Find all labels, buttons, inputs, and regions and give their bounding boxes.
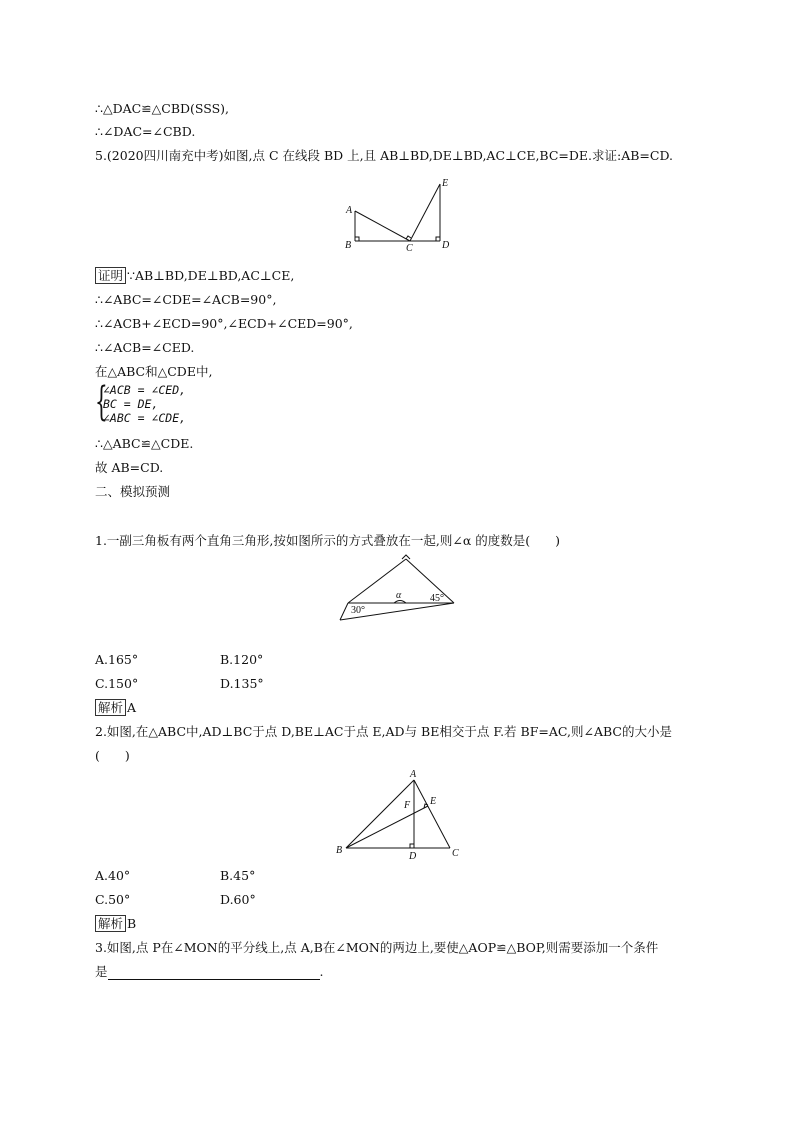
segment-ce [410, 184, 440, 241]
m1-option-b: B.120° [220, 652, 264, 667]
proof-line-4: ∴∠ACB=∠CED. [95, 340, 195, 355]
m1-option-a: A.165° [95, 652, 139, 667]
system-row-2: BC = DE, [103, 397, 159, 411]
segment-ac [355, 211, 410, 241]
angle-alpha: α [396, 590, 402, 601]
right-angle-d [410, 844, 414, 848]
label-b: B [345, 240, 352, 251]
segment-ac [414, 780, 450, 848]
m1-answer-value: A [127, 700, 137, 715]
right-angle-top [402, 555, 410, 559]
label-d: D [409, 851, 417, 862]
question-m3-cont [95, 964, 324, 980]
proof-given: ∵AB⊥BD,DE⊥BD,AC⊥CE, [127, 268, 295, 283]
m3-prefix: 是 [95, 964, 108, 979]
m2-option-b: B.45° [220, 868, 256, 883]
proof-line-2: ∴∠ABC=∠CDE=∠ACB=90°, [95, 292, 277, 307]
figure-m1 [338, 553, 458, 625]
jiexi-tag-1: 解析 [95, 699, 126, 716]
label-a: A [410, 769, 417, 780]
label-b: B [336, 845, 343, 856]
m2-option-a: A.40° [95, 868, 131, 883]
right-angle-d [436, 237, 440, 241]
label-e: E [442, 178, 449, 189]
m2-answer-value: B [127, 916, 137, 931]
question-m3: 3.如图,点 P在∠MON的平分线上,点 A,B在∠MON的两边上,要使△AOP≌△BOP,则需要添加一个条件 [95, 940, 659, 955]
segment-ab [346, 780, 414, 848]
question-m2: 2.如图,在△ABC中,AD⊥BC于点 D,BE⊥AC于点 E,AD与 BE相交于点 F.若 BF=AC,则∠ABC的大小是 [95, 724, 672, 739]
line-1: ∴△DAC≌△CBD(SSS), [95, 101, 230, 116]
label-f: F [404, 800, 411, 811]
angle-45: 45° [430, 593, 444, 604]
question-m1: 1.一副三角板有两个直角三角形,按如图所示的方式叠放在一起,则∠α 的度数是( ) [95, 533, 561, 548]
label-c: C [452, 848, 459, 859]
line-2: ∴∠DAC=∠CBD. [95, 124, 196, 139]
figure-q5 [340, 176, 460, 254]
section-title: 二、模拟预测 [95, 484, 171, 499]
segment-short [340, 603, 348, 620]
figure-m2 [334, 768, 464, 860]
proof-tag: 证明 [95, 267, 126, 284]
segment-be [346, 806, 428, 848]
proof-line-1 [95, 268, 294, 284]
question-5: 5.(2020四川南充中考)如图,点 C 在线段 BD 上,且 AB⊥BD,DE⊥BD,AC⊥CE,BC=DE.求证:AB=CD. [95, 148, 674, 163]
angle-30: 30° [351, 605, 365, 616]
proof-line-3: ∴∠ACB+∠ECD=90°,∠ECD+∠CED=90°, [95, 316, 353, 331]
system-row-1: ∠ACB = ∠CED, [103, 383, 187, 397]
jiexi-tag-2: 解析 [95, 915, 126, 932]
label-d: D [442, 240, 450, 251]
m2-option-d: D.60° [220, 892, 256, 907]
proof-line-7: 故 AB=CD. [95, 460, 164, 475]
label-a: A [346, 205, 353, 216]
system-row-3: ∠ABC = ∠CDE, [103, 411, 187, 425]
m2-option-c: C.50° [95, 892, 131, 907]
right-angle-c [406, 236, 411, 239]
question-m2-paren: ( ) [95, 748, 130, 763]
answer-blank[interactable] [108, 967, 320, 980]
m1-option-c: C.150° [95, 676, 139, 691]
right-angle-b [355, 237, 359, 241]
brace: { [95, 379, 108, 425]
label-e: E [430, 796, 437, 807]
m1-answer [95, 700, 136, 716]
m2-answer [95, 916, 136, 932]
m1-option-d: D.135° [220, 676, 264, 691]
label-c: C [406, 243, 413, 254]
proof-line-5: 在△ABC和△CDE中, [95, 364, 213, 379]
proof-line-6: ∴△ABC≌△CDE. [95, 436, 194, 451]
m3-end: . [319, 964, 324, 979]
